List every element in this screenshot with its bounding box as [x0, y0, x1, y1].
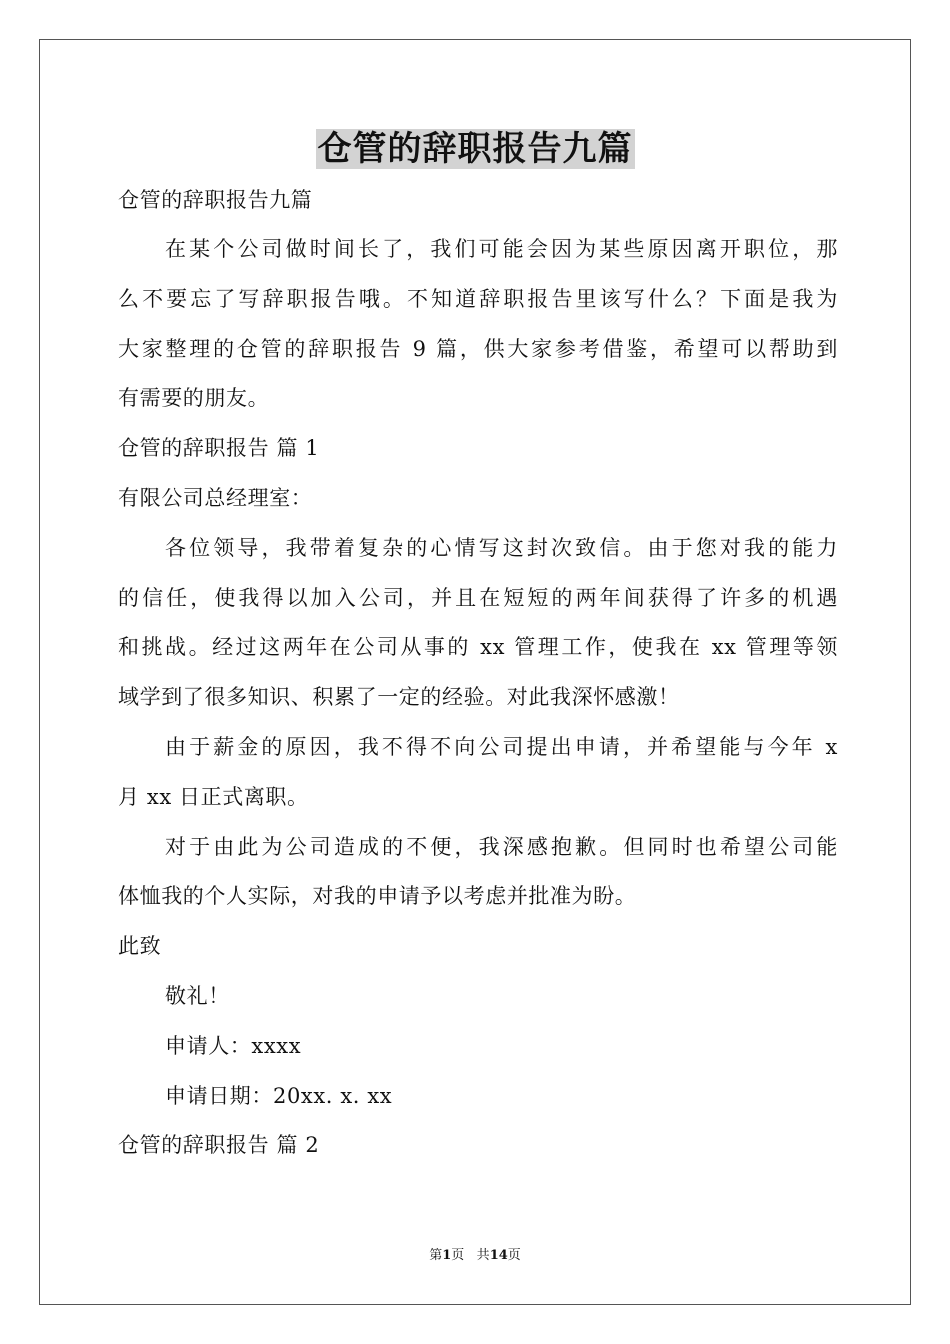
page-number: 1 — [442, 1248, 452, 1263]
salutation-line: 敬礼！ — [165, 984, 230, 1008]
paragraph-line: 各位领导，我带着复杂的心情写这封次致信。由于您对我的能力 — [165, 536, 838, 560]
closing-line: 此致 — [118, 934, 162, 958]
paragraph-line: 月 xx 日正式离职。 — [118, 785, 309, 809]
paragraph-line: 和挑战。经过这两年在公司从事的 xx 管理工作，使我在 xx 管理等领 — [118, 635, 838, 659]
paragraph-line: 么不要忘了写辞职报告哦。不知道辞职报告里该写什么？下面是我为 — [118, 287, 838, 311]
page-suffix: 页 — [451, 1248, 465, 1263]
page-prefix: 第 — [429, 1248, 443, 1263]
paragraph-line: 大家整理的仓管的辞职报告 9 篇，供大家参考借鉴，希望可以帮助到 — [118, 337, 838, 361]
total-suffix: 页 — [507, 1248, 521, 1263]
paragraph-line: 域学到了很多知识、积累了一定的经验。对此我深怀感激！ — [118, 685, 680, 709]
date-line: 申请日期：20xx. x. xx — [165, 1084, 393, 1108]
addressee-line: 有限公司总经理室： — [118, 486, 313, 510]
total-pages: 14 — [489, 1248, 508, 1263]
paragraph-line: 有需要的朋友。 — [118, 386, 270, 410]
paragraph-line: 在某个公司做时间长了，我们可能会因为某些原因离开职位，那 — [165, 237, 838, 261]
section-heading: 仓管的辞职报告 篇 1 — [118, 436, 320, 460]
total-prefix: 共 — [476, 1248, 490, 1263]
applicant-line: 申请人：xxxx — [165, 1034, 302, 1058]
paragraph-line: 对于由此为公司造成的不便，我深感抱歉。但同时也希望公司能 — [165, 835, 838, 859]
page-footer — [0, 1246, 950, 1266]
paragraph-line: 的信任，使我得以加入公司，并且在短短的两年间获得了许多的机遇 — [118, 586, 838, 610]
paragraph-line: 体恤我的个人实际，对我的申请予以考虑并批准为盼。 — [118, 884, 637, 908]
subtitle-line: 仓管的辞职报告九篇 — [118, 188, 313, 212]
page-border — [39, 39, 911, 1305]
document-title: 仓管的辞职报告九篇 — [317, 129, 633, 169]
paragraph-line: 由于薪金的原因，我不得不向公司提出申请，并希望能与今年 x — [165, 735, 838, 759]
section-heading: 仓管的辞职报告 篇 2 — [118, 1133, 320, 1157]
